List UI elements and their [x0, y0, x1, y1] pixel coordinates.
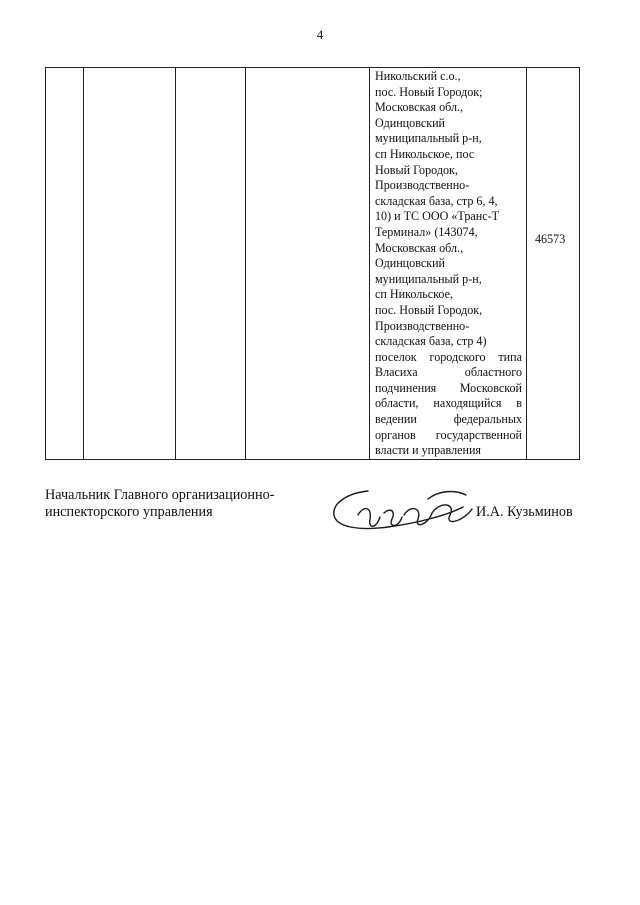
address-line: Терминал» (143074,: [375, 224, 478, 239]
address-line: пос. Новый Городок;: [375, 84, 483, 99]
address-line: подчинения Московской: [375, 380, 522, 395]
address-line: Одинцовский: [375, 256, 446, 271]
code-cell: [527, 68, 580, 460]
address-line: органов государственной: [375, 427, 522, 442]
address-line: сп Никольское, пос: [375, 146, 475, 161]
signer-position-line: Начальник Главного организационно-: [45, 487, 275, 503]
address-line: пос. Новый Городок,: [375, 302, 483, 317]
address-line: муниципальный р-н,: [375, 131, 482, 146]
signer-position: [45, 487, 274, 521]
code-value: 46573: [535, 232, 566, 247]
address-line: Производственно-: [375, 318, 470, 333]
address-line: Московская обл.,: [375, 100, 464, 115]
signer-position-line: инспекторского управления: [45, 504, 213, 520]
address-line: ведении федеральных: [375, 412, 522, 427]
address-line: Никольский с.о.,: [375, 69, 461, 83]
signature-image: [328, 485, 478, 537]
page-number: 4: [316, 27, 324, 42]
address-line: сп Никольское,: [375, 287, 453, 302]
address-line: Производственно-: [375, 178, 470, 193]
table-cell-empty-1: [46, 68, 84, 460]
address-line: Московская обл.,: [375, 240, 464, 255]
address-line: власти и управления: [375, 443, 481, 458]
signer-name: И.А. Кузьминов: [476, 504, 573, 520]
table-cell-empty-4: [246, 68, 370, 460]
address-cell: [370, 68, 527, 460]
table-cell-empty-2: [84, 68, 176, 460]
address-line: складская база, стр 4): [375, 334, 487, 349]
address-line: 10) и ТС ООО «Транс-Т: [375, 209, 499, 224]
table-row: [46, 68, 580, 460]
document-table: [45, 67, 580, 460]
address-line: Одинцовский: [375, 115, 446, 130]
address-line: Новый Городок,: [375, 162, 458, 177]
table-cell-empty-3: [176, 68, 246, 460]
address-line: муниципальный р-н,: [375, 271, 482, 286]
address-line: Власиха областного: [375, 365, 522, 380]
address-line: области, находящийся в: [375, 396, 522, 411]
address-line: складская база, стр 6, 4,: [375, 193, 498, 208]
address-line: поселок городского типа: [375, 349, 522, 364]
